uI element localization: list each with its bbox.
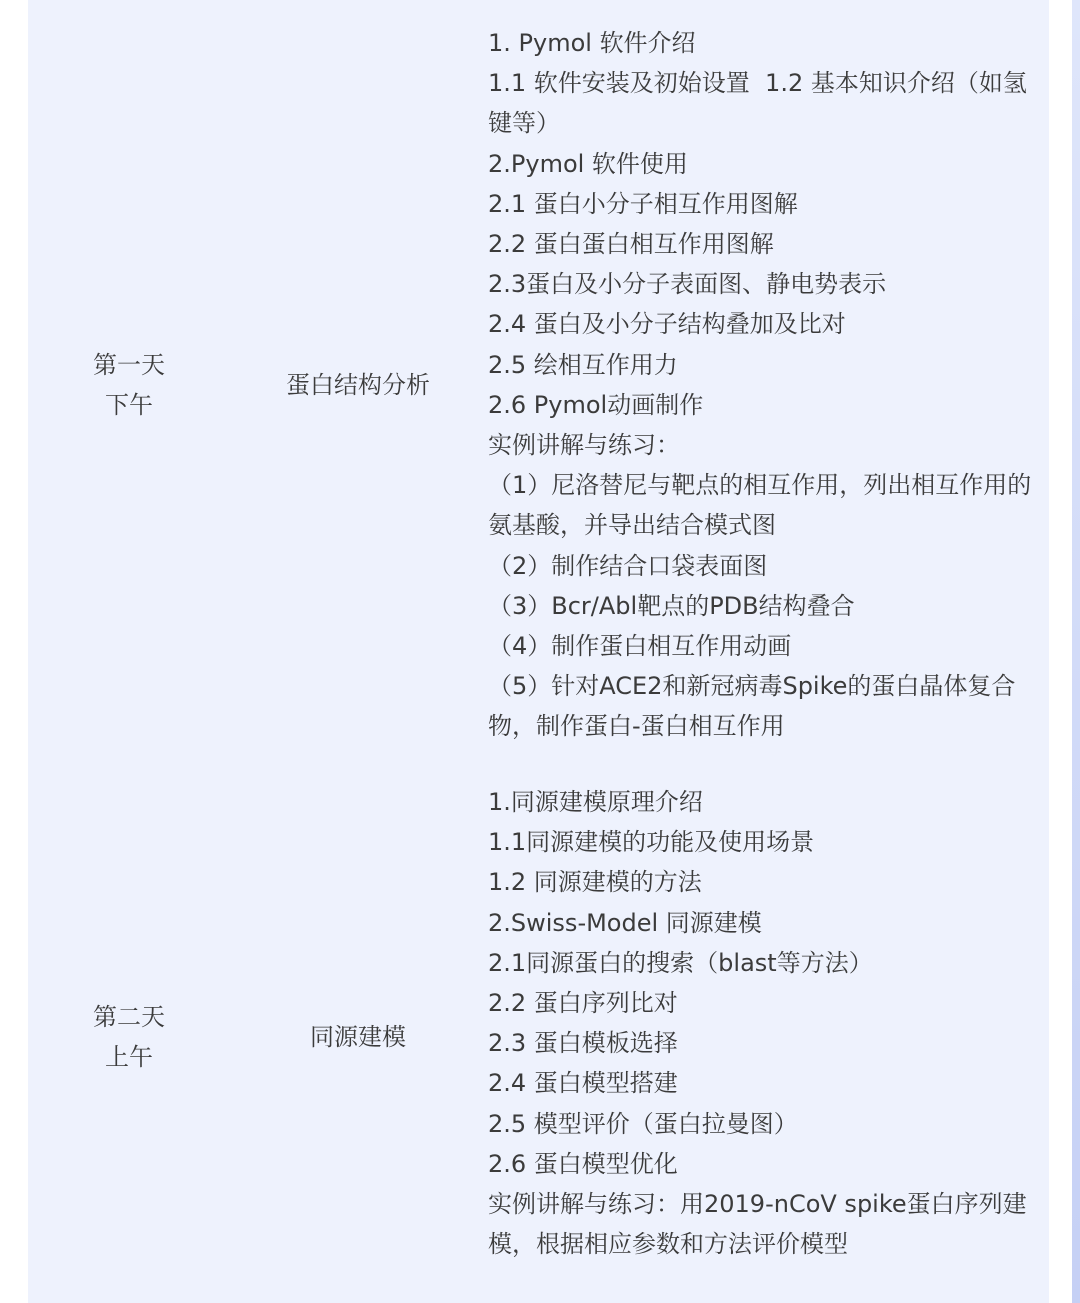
topic-label: 同源建模 [310, 1022, 406, 1051]
content-line: （3）Bcr/Abl靶点的PDB结构叠合 [488, 591, 855, 620]
content-line: 1.1同源建模的功能及使用场景 [488, 828, 815, 857]
content-line: 2.6 Pymol动画制作 [488, 390, 704, 419]
content-line: （1）尼洛替尼与靶点的相互作用，列出相互作用的氨基酸，并导出结合模式图 [488, 471, 1032, 540]
content-line: 2.Pymol 软件使用 [488, 149, 688, 178]
period-label: 下午 [105, 391, 153, 419]
topic-cell [230, 0, 486, 770]
topic-label: 蛋白结构分析 [286, 371, 430, 399]
content-line: 2.3 蛋白模板选择 [488, 1029, 678, 1058]
content-line: 2.5 模型评价（蛋白拉曼图） [488, 1109, 798, 1138]
content-line: 2.4 蛋白及小分子结构叠加及比对 [488, 310, 846, 339]
content-line: 2.2 蛋白序列比对 [488, 989, 678, 1018]
time-cell [28, 0, 230, 770]
content-line: 2.6 蛋白模型优化 [488, 1149, 678, 1178]
day-label: 第二天 [93, 1002, 165, 1031]
content-line: （4）制作蛋白相互作用动画 [488, 632, 792, 661]
content-line: 2.2 蛋白蛋白相互作用图解 [488, 230, 774, 259]
content-line: 2.5 绘相互作用力 [488, 350, 678, 379]
content-line: 2.4 蛋白模型搭建 [488, 1069, 678, 1098]
table-row [28, 770, 1049, 1303]
content-line: （5）针对ACE2和新冠病毒Spike的蛋白晶体复合物，制作蛋白-蛋白相互作用 [488, 672, 1016, 741]
content-line: 1. Pymol 软件介绍 [488, 29, 696, 57]
content-line: 2.Swiss-Model 同源建模 [488, 908, 762, 937]
table-row [28, 0, 1049, 770]
content-line: 2.3蛋白及小分子表面图、静电势表示 [488, 270, 887, 299]
time-cell [28, 770, 230, 1303]
content-line: 实例讲解与练习： [488, 431, 680, 460]
content-line: 1.同源建模原理介绍 [488, 788, 703, 816]
content-line: 2.1同源蛋白的搜索（blast等方法） [488, 948, 873, 977]
right-edge-accent [1072, 0, 1080, 1303]
day-label: 第一天 [93, 351, 165, 379]
content-line: 2.1 蛋白小分子相互作用图解 [488, 189, 798, 218]
content-cell [488, 23, 1049, 747]
content-line: （2）制作结合口袋表面图 [488, 551, 768, 580]
content-line: 实例讲解与练习：用2019-nCoV spike蛋白序列建模，根据相应参数和方法评价模型 [488, 1190, 1027, 1259]
content-line: 1.1 软件安装及初始设置 1.2 基本知识介绍（如氢键等） [488, 69, 1027, 138]
topic-cell [230, 770, 486, 1303]
content-line: 1.2 同源建模的方法 [488, 868, 702, 897]
period-label: 上午 [105, 1042, 153, 1071]
course-schedule-table [28, 0, 1049, 1303]
content-cell [488, 782, 1049, 1264]
